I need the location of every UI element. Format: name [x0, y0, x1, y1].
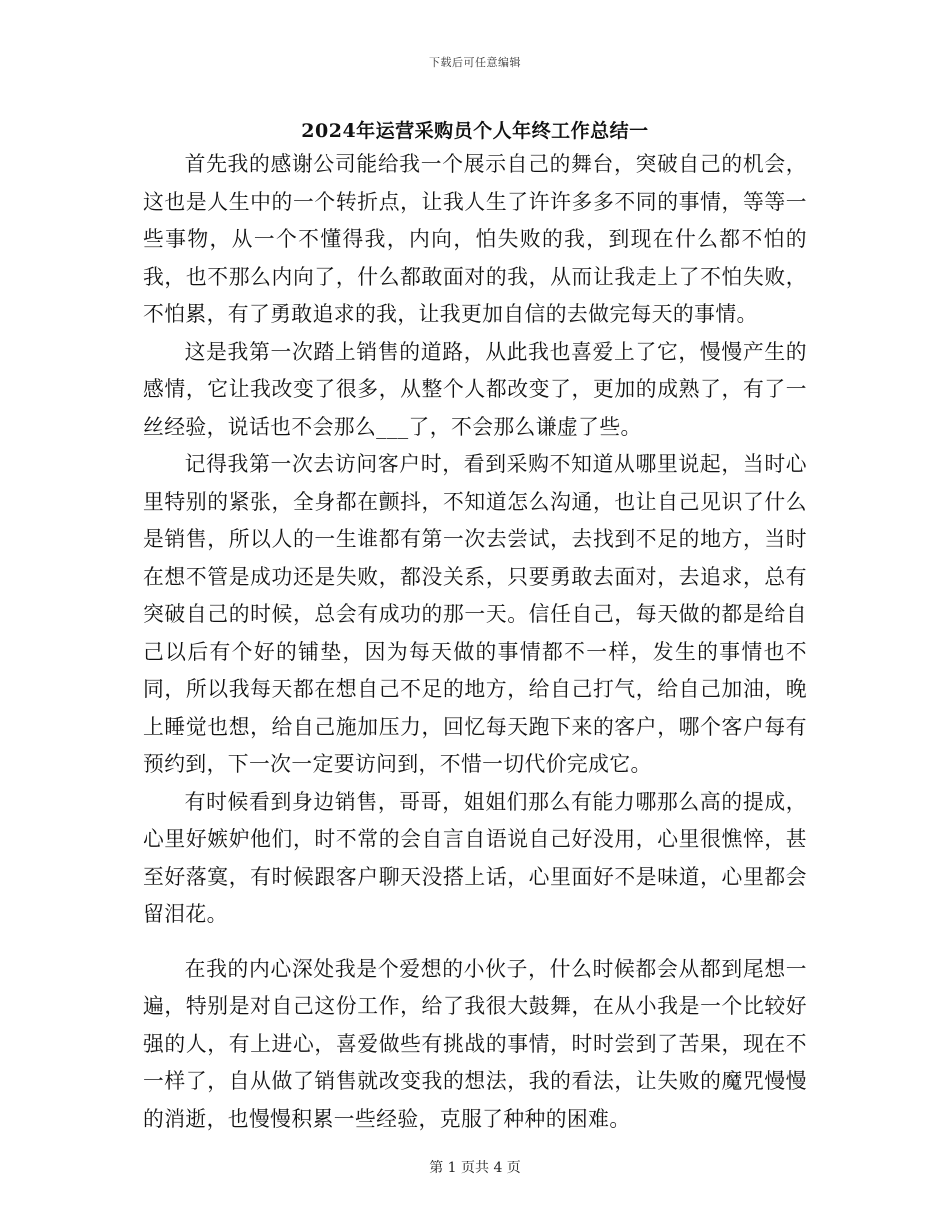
page-number: 第 1 页共 4 页 — [429, 1160, 521, 1176]
document-title: 2024年运营采购员个人年终工作总结一 — [301, 120, 649, 142]
paragraph-3: 记得我第一次去访问客户时，看到采购不知道从哪里说起，当时心里特别的紧张，全身都在颤抖，不知道怎么沟通，也让自己见识了什么是销售，所以人的一生谁都有第一次去尝试，去找到不足的地方，当时在想不管是成功还是失败，都没关系，只要勇敢去面对，去追求，总有突破自己的时候，总会有成功的那一天。信任自己，每天做的都是给自己以后有个好的铺垫，因为每天做的事情都不一样，发生的事情也不同，所以我每天都在想自己不足的地方，给自己打气，给自己加油，晚上睡觉也想，给自己施加压力，回忆每天跑下来的客户，哪个客户每有预约到，下一次一定要访问到，不惜一切代价完成它。 — [143, 452, 807, 776]
paragraph-5: 在我的内心深处我是个爱想的小伙子，什么时候都会从都到尾想一遍，特别是对自己这份工作，给了我很大鼓舞，在从小我是一个比较好强的人，有上进心，喜爱做些有挑战的事情，时时尝到了苦果，现在不一样了，自从做了销售就改变我的想法，我的看法，让失败的魔咒慢慢的消逝，也慢慢积累一些经验，克服了种种的困难。 — [143, 956, 807, 1131]
paragraph-4: 有时候看到身边销售，哥哥，姐姐们那么有能力哪那么高的提成，心里好嫉妒他们，时不常的会自言自语说自己好没用，心里很憔悴，甚至好落寞，有时候跟客户聊天没搭上话，心里面好不是味道，心里都会留泪花。 — [143, 789, 807, 926]
header-note: 下载后可任意编辑 — [429, 56, 521, 69]
document-body — [143, 146, 807, 1138]
paragraph-1: 首先我的感谢公司能给我一个展示自己的舞台，突破自己的机会，这也是人生中的一个转折点，让我人生了许许多多不同的事情，等等一些事物，从一个不懂得我，内向，怕失败的我，到现在什么都不怕的我，也不那么内向了，什么都敢面对的我，从而让我走上了不怕失败，不怕累，有了勇敢追求的我，让我更加自信的去做完每天的事情。 — [143, 152, 807, 326]
paragraph-2: 这是我第一次踏上销售的道路，从此我也喜爱上了它，慢慢产生的感情，它让我改变了很多，从整个人都改变了，更加的成熟了，有了一丝经验，说话也不会那么___了，不会那么谦虚了些。 — [143, 339, 807, 439]
